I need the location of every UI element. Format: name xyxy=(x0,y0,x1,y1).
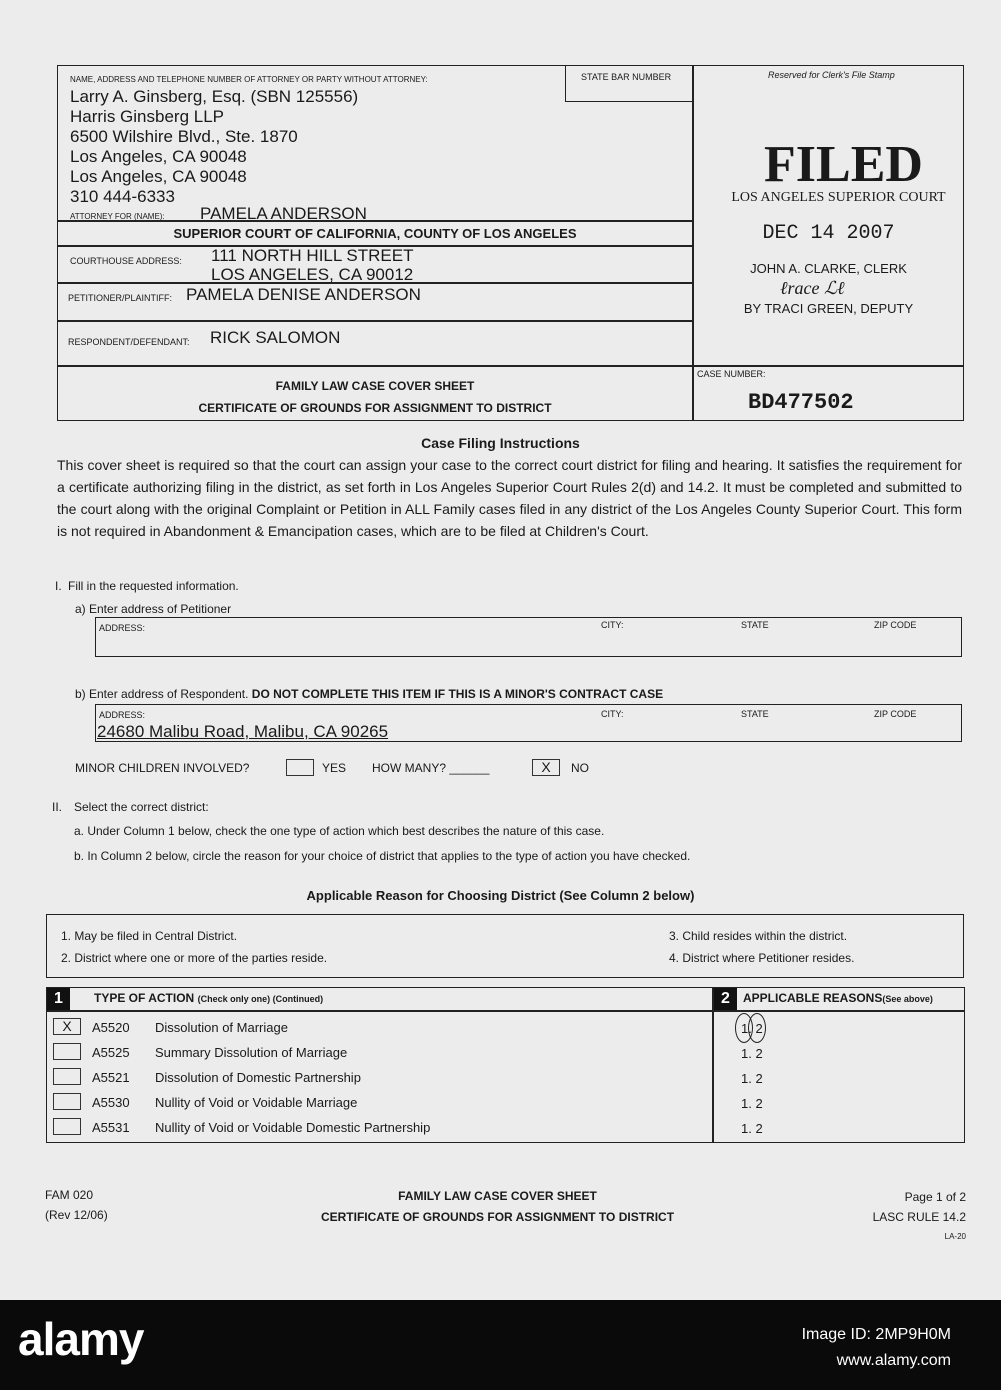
instructions-body: This cover sheet is required so that the court can assign your case to the correct court district for filing and hearing. It satisfies the requirement for a certificate authorizing filing in the district, as set forth in Los Angeles Superior Court Rules 2(d) and 14.2. It must be completed and submitted to the court along with the original Complaint or Petition in ALL Family cases filed in any district of the Los Angeles County Superior Court. This form is not required in Abandonment & Emancipation cases, which are to be filed at Children's Court. xyxy=(57,457,962,539)
col1-note: (Check only one) (Continued) xyxy=(197,994,324,1004)
city-label: CITY: xyxy=(601,620,624,630)
alamy-logo: alamy xyxy=(18,1313,144,1365)
yes-label: YES xyxy=(322,761,347,775)
petitioner-address-label: a) Enter address of Petitioner xyxy=(75,602,232,616)
attorney-line: Los Angeles, CA 90048 xyxy=(70,147,247,166)
action-checkbox[interactable] xyxy=(53,1118,81,1135)
footer-title-1: FAMILY LAW CASE COVER SHEET xyxy=(398,1189,597,1203)
clerk-reserved-label: Reserved for Clerk's File Stamp xyxy=(768,70,895,80)
b-label: b) Enter address of Respondent. xyxy=(75,687,249,701)
action-code: A5520 xyxy=(92,1020,130,1035)
case-number: BD477502 xyxy=(748,390,854,415)
action-reasons: 1. 2 xyxy=(741,1096,763,1111)
reason-2: 2. District where one or more of the parties reside. xyxy=(61,951,328,965)
form-number: FAM 020 xyxy=(45,1188,94,1202)
action-code: A5531 xyxy=(92,1120,130,1135)
how-many-label: HOW MANY? ______ xyxy=(372,761,490,775)
address-label: ADDRESS: xyxy=(99,710,146,720)
petitioner-address-field[interactable] xyxy=(95,617,962,657)
section-2-num: II. xyxy=(52,800,63,814)
filed-text: FILED xyxy=(764,136,923,193)
column-2-header xyxy=(743,991,933,1005)
deputy-name: BY TRACI GREEN, DEPUTY xyxy=(743,301,914,316)
petitioner-label: PETITIONER/PLAINTIFF: xyxy=(68,293,173,303)
courthouse-label: COURTHOUSE ADDRESS: xyxy=(70,256,182,266)
zip-label: ZIP CODE xyxy=(874,709,917,719)
courthouse-line-1: 111 NORTH HILL STREET xyxy=(211,246,414,265)
action-description: Dissolution of Domestic Partnership xyxy=(155,1070,361,1085)
section-2-label: Select the correct district: xyxy=(74,800,209,814)
filed-date: DEC 14 2007 xyxy=(762,222,895,245)
form-title-2: CERTIFICATE OF GROUNDS FOR ASSIGNMENT TO DISTRICT xyxy=(198,401,552,415)
form-code: LA-20 xyxy=(944,1232,966,1241)
form-rev: (Rev 12/06) xyxy=(45,1208,108,1222)
action-code: A5525 xyxy=(92,1045,130,1060)
reason-2-circle xyxy=(748,1013,766,1043)
petitioner-name: PAMELA DENISE ANDERSON xyxy=(186,285,421,304)
attorney-label: NAME, ADDRESS AND TELEPHONE NUMBER OF ATTORNEY OR PARTY WITHOUT ATTORNEY: xyxy=(70,75,428,84)
action-checkbox[interactable] xyxy=(53,1068,81,1085)
image-id: Image ID: 2MP9H0M xyxy=(801,1326,951,1343)
page-info xyxy=(873,1187,966,1247)
filed-stamp xyxy=(693,136,964,206)
action-reasons: 1. 2 xyxy=(741,1046,763,1061)
action-reasons: 1. 2 xyxy=(741,1071,763,1086)
reason-3: 3. Child resides within the district. xyxy=(669,929,848,943)
minor-children-label: MINOR CHILDREN INVOLVED? xyxy=(75,761,250,775)
attorney-line: 310 444-6333 xyxy=(70,187,175,206)
attorney-info xyxy=(70,87,358,207)
action-description: Nullity of Void or Voidable Marriage xyxy=(155,1095,358,1110)
attorney-line: 6500 Wilshire Blvd., Ste. 1870 xyxy=(70,127,298,146)
instructions-heading: Case Filing Instructions xyxy=(421,435,580,451)
reason-4: 4. District where Petitioner resides. xyxy=(669,951,855,965)
signature: ℓrace ℒℓ xyxy=(780,278,845,298)
watermark-bar xyxy=(0,1300,1001,1390)
section-2-a: a. Under Column 1 below, check the one type of action which best describes the nature of this case. xyxy=(74,824,605,838)
col2-note: (See above) xyxy=(882,994,933,1004)
yes-checkbox[interactable] xyxy=(286,759,314,776)
address-label: ADDRESS: xyxy=(99,623,146,633)
section-2-b: b. In Column 2 below, circle the reason for your choice of district that applies to the type of action you have checked. xyxy=(74,849,691,863)
reason-1: 1. May be filed in Central District. xyxy=(61,929,238,943)
action-description: Nullity of Void or Voidable Domestic Partnership xyxy=(155,1120,431,1135)
footer-title-2: CERTIFICATE OF GROUNDS FOR ASSIGNMENT TO DISTRICT xyxy=(320,1210,675,1224)
attorney-line: Larry A. Ginsberg, Esq. (SBN 125556) xyxy=(70,87,359,106)
city-label: CITY: xyxy=(601,709,624,719)
attorney-line: Harris Ginsberg LLP xyxy=(70,107,225,126)
reasons-heading: Applicable Reason for Choosing District (See Column 2 below) xyxy=(306,888,695,903)
no-checkbox[interactable]: X xyxy=(532,759,560,776)
court-name: SUPERIOR COURT OF CALIFORNIA, COUNTY OF LOS ANGELES xyxy=(173,226,577,241)
action-description: Dissolution of Marriage xyxy=(155,1020,288,1035)
action-checkbox[interactable]: X xyxy=(53,1018,81,1035)
courthouse-line-2: LOS ANGELES, CA 90012 xyxy=(211,265,414,284)
action-code: A5530 xyxy=(92,1095,130,1110)
reasons-box xyxy=(46,914,964,978)
state-bar-label: STATE BAR NUMBER xyxy=(581,72,672,82)
attorney-for: PAMELA ANDERSON xyxy=(200,204,367,223)
no-label: NO xyxy=(571,761,589,775)
page-number: Page 1 of 2 xyxy=(904,1190,966,1204)
respondent-address-value: 24680 Malibu Road, Malibu, CA 90265 xyxy=(97,722,389,741)
attorney-line: Los Angeles, CA 90048 xyxy=(70,167,247,186)
respondent-name: RICK SALOMON xyxy=(210,328,341,347)
column-1-number: 1 xyxy=(47,988,70,1010)
state-label: STATE xyxy=(741,709,769,719)
clerk-name: JOHN A. CLARKE, CLERK xyxy=(750,261,907,276)
footer-title xyxy=(0,1186,995,1228)
stamp-court: LOS ANGELES SUPERIOR COURT xyxy=(731,190,946,205)
watermark-info xyxy=(802,1322,951,1374)
section-1-num: I. xyxy=(55,579,62,593)
action-checkbox[interactable] xyxy=(53,1093,81,1110)
b-warning: DO NOT COMPLETE THIS ITEM IF THIS IS A MINOR'S CONTRACT CASE xyxy=(251,687,664,701)
attorney-for-label: ATTORNEY FOR (NAME): xyxy=(70,212,165,221)
section-1-label: Fill in the requested information. xyxy=(68,579,239,593)
action-code: A5521 xyxy=(92,1070,130,1085)
respondent-label: RESPONDENT/DEFENDANT: xyxy=(68,337,190,347)
zip-label: ZIP CODE xyxy=(874,620,917,630)
form-title-1: FAMILY LAW CASE COVER SHEET xyxy=(275,379,475,393)
state-label: STATE xyxy=(741,620,769,630)
case-number-label: CASE NUMBER: xyxy=(697,369,766,379)
action-description: Summary Dissolution of Marriage xyxy=(155,1045,348,1060)
respondent-address-label xyxy=(75,687,663,701)
col2-title: APPLICABLE REASONS xyxy=(743,991,883,1005)
action-checkbox[interactable] xyxy=(53,1043,81,1060)
action-reasons: 1. 2 xyxy=(741,1121,763,1136)
respondent-address-field[interactable] xyxy=(95,704,962,742)
column-1-header xyxy=(94,991,323,1005)
watermark-url: www.alamy.com xyxy=(836,1352,951,1369)
column-2-number: 2 xyxy=(714,988,737,1010)
col1-title: TYPE OF ACTION xyxy=(94,991,195,1005)
lasc-rule: LASC RULE 14.2 xyxy=(872,1210,966,1224)
action-reasons: 1. 2 xyxy=(741,1021,763,1036)
